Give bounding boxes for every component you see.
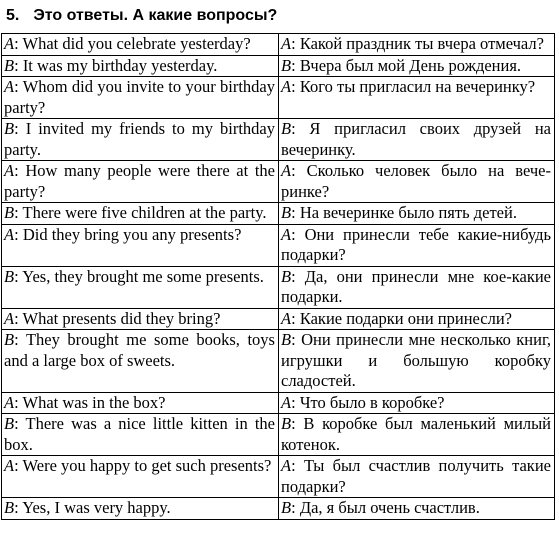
dialogue-row [2, 498, 555, 520]
english-text: There were five children at the party. [22, 203, 267, 222]
dialogue-row [2, 203, 555, 225]
speaker-label: B [4, 119, 15, 138]
speaker-label: A [281, 77, 292, 96]
russian-text: Они принесли тебе какие-нибудь подарки? [281, 224, 551, 264]
english-text: What presents did they bring? [22, 308, 221, 328]
english-line [2, 161, 279, 203]
english-line [2, 266, 279, 308]
speaker-label: A [4, 392, 15, 412]
speaker-label: B [4, 498, 15, 517]
russian-line [279, 119, 555, 161]
russian-text: Вчера был мой День рождения. [299, 55, 522, 75]
speaker-separator: : [291, 34, 300, 53]
english-line [2, 308, 279, 330]
english-line [2, 330, 279, 393]
speaker-separator: : [291, 330, 302, 349]
russian-text: Они принесли мне несколько книг, игрушки и большую коробку сладостей. [281, 330, 551, 390]
speaker-separator: : [291, 414, 304, 433]
dialogue-row [2, 308, 555, 330]
russian-text: На вечеринке было пять детей. [299, 203, 517, 222]
russian-line [279, 55, 555, 77]
speaker-separator: : [14, 55, 23, 75]
russian-line [279, 203, 555, 225]
dialogue-row [2, 55, 555, 77]
speaker-label: B [281, 203, 292, 222]
speaker-label: B [281, 119, 292, 138]
russian-line [279, 392, 555, 414]
english-line [2, 34, 279, 56]
english-text: What was in the box? [22, 392, 166, 412]
russian-text: Да, я был очень счастлив. [299, 498, 480, 517]
russian-line [279, 161, 555, 203]
exercise-number: 5. [6, 7, 20, 24]
english-line [2, 55, 279, 77]
speaker-label: A [4, 456, 15, 475]
speaker-label: A [281, 392, 292, 412]
speaker-separator: : [291, 161, 307, 180]
english-line [2, 119, 279, 161]
russian-text: В коробке был маленький милый котенок. [281, 414, 551, 454]
speaker-label: A [4, 308, 15, 328]
russian-line [279, 266, 555, 308]
english-text: Yes, they brought me some presents. [22, 266, 264, 286]
speaker-separator: : [291, 55, 300, 75]
russian-text: Да, они принесли мне кое-какие подарки. [281, 266, 552, 306]
dialogue-row [2, 456, 555, 498]
english-line [2, 414, 279, 456]
english-text: What did you celebrate yesterday? [22, 34, 251, 53]
dialogue-row [2, 119, 555, 161]
dialogue-row [2, 330, 555, 393]
dialogue-row [2, 224, 555, 266]
speaker-label: B [281, 55, 292, 75]
speaker-separator: : [291, 224, 305, 244]
speaker-separator: : [14, 330, 26, 349]
speaker-separator: : [291, 119, 310, 138]
speaker-separator: : [14, 77, 23, 96]
russian-line [279, 498, 555, 520]
dialogue-row [2, 414, 555, 456]
speaker-separator: : [291, 308, 300, 328]
russian-line [279, 414, 555, 456]
russian-text: Какие подарки они принесли? [299, 308, 512, 328]
speaker-separator: : [14, 119, 26, 138]
english-text: I invited my friends to my birthday party. [4, 119, 275, 159]
english-text: Did they bring you any presents? [22, 224, 242, 244]
english-text: Were you happy to get such presents? [22, 456, 272, 475]
speaker-separator: : [14, 308, 23, 328]
exercise-title: Это ответы. А какие вопросы? [33, 7, 278, 24]
english-line [2, 392, 279, 414]
speaker-label: A [4, 77, 15, 96]
russian-line [279, 456, 555, 498]
speaker-separator: : [291, 456, 304, 475]
russian-text: Какой праздник ты вчера отмечал? [299, 34, 544, 53]
speaker-separator: : [291, 392, 300, 412]
dialogue-row [2, 161, 555, 203]
english-text: There was a nice little kitten in the box. [4, 414, 276, 454]
speaker-label: A [281, 308, 292, 328]
russian-line [279, 224, 555, 266]
speaker-separator: : [291, 203, 300, 222]
speaker-separator: : [14, 224, 23, 244]
english-text: They brought me some books, toys and a large box of sweets. [4, 330, 275, 370]
english-text: How many people were there at the party? [4, 161, 275, 201]
russian-text: Я пригласил своих друзей на вечеринку. [281, 119, 551, 159]
speaker-separator: : [14, 414, 26, 433]
speaker-separator: : [14, 34, 23, 53]
russian-text: Ты был счастлив получить такие подарки? [281, 456, 551, 496]
russian-text: Что было в коробке? [299, 392, 445, 412]
speaker-separator: : [14, 266, 23, 286]
english-line [2, 224, 279, 266]
speaker-separator: : [14, 161, 26, 180]
dialogue-table [1, 33, 555, 520]
russian-text: Кого ты пригласил на вечеринку? [299, 77, 536, 96]
dialogue-row [2, 266, 555, 308]
english-line [2, 498, 279, 520]
speaker-separator: : [291, 498, 300, 517]
speaker-label: A [4, 34, 15, 53]
speaker-label: B [281, 498, 292, 517]
speaker-label: A [4, 161, 15, 180]
speaker-label: A [281, 34, 292, 53]
english-line [2, 203, 279, 225]
english-line [2, 77, 279, 119]
english-text: Whom did you invite to your birthday party? [4, 77, 275, 117]
speaker-label: B [4, 414, 15, 433]
english-text: It was my birthday yesterday. [22, 55, 218, 75]
speaker-separator: : [14, 456, 23, 475]
speaker-label: B [4, 55, 15, 75]
russian-text: Сколько человек было на вечеринке? [281, 161, 551, 201]
speaker-label: A [281, 161, 292, 180]
speaker-label: B [281, 414, 292, 433]
speaker-label: A [281, 456, 292, 475]
speaker-label: B [281, 330, 292, 349]
dialogue-row [2, 392, 555, 414]
speaker-separator: : [291, 77, 300, 96]
speaker-separator: : [14, 392, 23, 412]
english-line [2, 456, 279, 498]
speaker-label: B [4, 203, 15, 222]
speaker-label: A [281, 224, 292, 244]
russian-line [279, 308, 555, 330]
speaker-separator: : [291, 266, 305, 286]
speaker-label: A [4, 224, 15, 244]
russian-line [279, 77, 555, 119]
dialogue-row [2, 34, 555, 56]
russian-line [279, 34, 555, 56]
exercise-heading [6, 6, 277, 26]
dialogue-row [2, 77, 555, 119]
speaker-label: B [4, 266, 15, 286]
english-text: Yes, I was very happy. [22, 498, 171, 517]
speaker-label: B [4, 330, 15, 349]
speaker-separator: : [14, 498, 23, 517]
speaker-separator: : [14, 203, 23, 222]
dialogue-body [2, 34, 555, 520]
russian-line [279, 330, 555, 393]
speaker-label: B [281, 266, 292, 286]
